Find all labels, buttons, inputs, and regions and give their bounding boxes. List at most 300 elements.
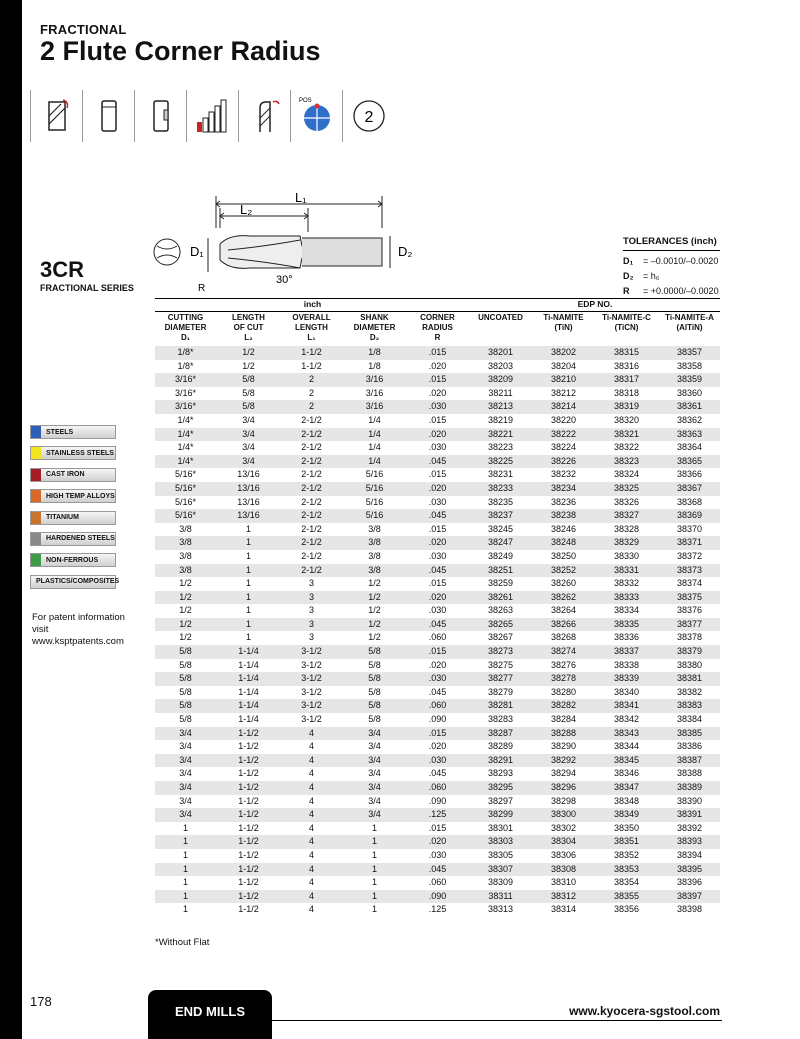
table-cell: 38326 — [613, 496, 640, 507]
material-label: TITANIUM — [46, 514, 79, 522]
feature-icons — [30, 90, 394, 142]
table-cell: 5/8 — [179, 673, 192, 684]
table-cell: 3/16* — [174, 401, 197, 412]
table-cell: 1 — [182, 822, 188, 833]
table-cell: 5/16* — [174, 510, 197, 521]
table-cell: 1-1/2 — [238, 836, 259, 847]
table-cell: 38396 — [676, 877, 703, 888]
table-cell: 38349 — [613, 809, 640, 820]
table-cell: 3 — [308, 591, 314, 602]
table-cell: 38233 — [487, 482, 514, 493]
table-cell: 2 — [308, 374, 314, 385]
table-cell: 38259 — [487, 578, 514, 589]
table-cell: 38298 — [550, 795, 577, 806]
table-cell: 5/16* — [174, 469, 197, 480]
square-end-icon — [82, 90, 134, 142]
column-header: OVERALL LENGTH L₁ — [292, 313, 331, 342]
table-cell: 1-1/4 — [238, 714, 259, 725]
material-legend-item — [30, 468, 116, 482]
table-row — [155, 890, 720, 904]
table-cell: 38236 — [550, 496, 577, 507]
table-cell: 3/8 — [368, 550, 381, 561]
table-cell: 38211 — [488, 387, 513, 398]
table-cell: 38355 — [613, 890, 640, 901]
table-row — [155, 631, 720, 645]
flatted-shank-icon — [134, 90, 186, 142]
table-row — [155, 577, 720, 591]
material-swatch — [31, 447, 41, 459]
table-cell: 38279 — [487, 686, 514, 697]
table-cell: 38378 — [676, 632, 703, 643]
table-cell: 38390 — [676, 795, 703, 806]
table-cell: 3/4 — [368, 754, 381, 765]
table-cell: 2-1/2 — [301, 510, 322, 521]
table-cell: 38359 — [676, 374, 703, 385]
table-cell: 38337 — [613, 646, 640, 657]
table-cell: 13/16 — [237, 496, 260, 507]
table-row — [155, 441, 720, 455]
material-bars-icon — [186, 90, 238, 142]
table-cell: 4 — [308, 836, 314, 847]
table-row — [155, 414, 720, 428]
table-cell: 38294 — [550, 768, 577, 779]
table-cell: 38387 — [676, 754, 703, 765]
tolerance-value: = –0.0010/–0.0020 — [643, 256, 719, 266]
table-cell: 1/2 — [179, 618, 192, 629]
table-cell: 1 — [245, 564, 251, 575]
table-cell: 38308 — [550, 863, 577, 874]
tolerance-line — [623, 284, 720, 299]
table-cell: 3 — [308, 632, 314, 643]
table-row — [155, 400, 720, 414]
table-cell: 3/8 — [368, 564, 381, 575]
table-cell: 38362 — [676, 414, 703, 425]
table-cell: 38316 — [613, 360, 640, 371]
table-cell: 38345 — [613, 754, 640, 765]
table-cell: 1 — [371, 904, 377, 915]
table-cell: 1-1/2 — [238, 754, 259, 765]
table-cell: 3/16* — [174, 374, 197, 385]
table-cell: 38260 — [550, 578, 577, 589]
table-cell: 38370 — [676, 523, 703, 534]
table-row — [155, 863, 720, 877]
table-cell: 1 — [182, 849, 188, 860]
table-cell: 38384 — [676, 714, 703, 725]
table-cell: 38266 — [550, 618, 577, 629]
table-cell: 4 — [308, 849, 314, 860]
table-cell: 1 — [245, 537, 251, 548]
table-cell: 5/16 — [365, 482, 384, 493]
table-cell: 38307 — [487, 863, 514, 874]
table-cell: 38391 — [676, 809, 703, 820]
table-cell: 38330 — [613, 550, 640, 561]
table-cell: 38267 — [487, 632, 514, 643]
table-cell: .045 — [428, 686, 447, 697]
table-cell: 5/16 — [365, 510, 384, 521]
table-cell: .015 — [428, 727, 447, 738]
table-cell: 4 — [308, 904, 314, 915]
table-cell: 1-1/4 — [238, 686, 259, 697]
table-cell: 38296 — [550, 782, 577, 792]
table-cell: 4 — [308, 782, 314, 792]
table-row — [155, 468, 720, 482]
table-cell: .020 — [428, 537, 447, 548]
table-cell: 3/4 — [368, 741, 381, 752]
table-cell: 1 — [371, 890, 377, 901]
table-cell: 5/8 — [242, 374, 255, 385]
label-l2: L₂ — [240, 202, 253, 217]
column-header: Ti-NAMITE-C (TiCN) — [602, 313, 651, 332]
table-cell: 5/8 — [179, 700, 192, 711]
table-cell: 38203 — [487, 360, 514, 371]
table-cell: 38221 — [487, 428, 514, 439]
table-cell: 38343 — [613, 727, 640, 738]
table-cell: 5/16* — [174, 482, 197, 493]
material-legend-item — [30, 511, 116, 525]
table-cell: 1 — [371, 877, 377, 888]
table-cell: 38375 — [676, 591, 703, 602]
table-row — [155, 564, 720, 578]
table-cell: 4 — [308, 822, 314, 833]
table-cell: 1 — [371, 822, 377, 833]
table-cell: .090 — [428, 795, 447, 806]
table-cell: 38291 — [487, 754, 514, 765]
table-cell: 38235 — [487, 496, 514, 507]
section-tab: END MILLS — [148, 990, 272, 1039]
table-row — [155, 822, 720, 836]
material-legend-item — [30, 425, 116, 439]
table-cell: 3/8 — [179, 523, 192, 534]
material-label: STAINLESS STEELS — [46, 449, 114, 457]
table-cell: 38331 — [613, 564, 640, 575]
table-cell: .015 — [428, 646, 447, 657]
material-swatch — [31, 426, 41, 438]
table-cell: 3/4 — [368, 768, 381, 779]
table-cell: 3-1/2 — [301, 700, 322, 711]
table-cell: 2-1/2 — [301, 469, 322, 480]
table-cell: 38371 — [676, 537, 703, 548]
material-legend-item — [30, 532, 116, 546]
table-cell: 2-1/2 — [301, 414, 322, 425]
table-cell: 38209 — [487, 374, 514, 385]
table-cell: 38318 — [613, 387, 640, 398]
table-cell: 38386 — [676, 741, 703, 752]
table-cell: 3/8 — [179, 550, 192, 561]
table-cell: 1-1/2 — [238, 741, 259, 752]
page-title: 2 Flute Corner Radius — [40, 36, 321, 66]
table-cell: 1-1/4 — [238, 673, 259, 684]
flute-count: 2 — [364, 109, 373, 126]
table-cell: 5/8 — [242, 401, 255, 412]
table-row — [155, 373, 720, 387]
table-cell: 38363 — [676, 428, 703, 439]
table-cell: .030 — [428, 550, 447, 561]
material-swatch — [31, 469, 41, 481]
table-cell: 3/4 — [179, 809, 192, 820]
table-row — [155, 591, 720, 605]
table-cell: 13/16 — [237, 510, 260, 521]
label-l1: L₁ — [295, 190, 307, 205]
column-header: LENGTH OF CUT L₂ — [232, 313, 265, 342]
table-cell: 38374 — [676, 578, 703, 589]
table-cell: 38353 — [613, 863, 640, 874]
table-cell: 1/2 — [368, 605, 381, 616]
table-cell: 38376 — [676, 605, 703, 616]
table-cell: 2 — [308, 387, 314, 398]
table-cell: .030 — [428, 673, 447, 684]
table-cell: 3/16* — [174, 387, 197, 398]
table-cell: 38338 — [613, 659, 640, 670]
column-header: SHANK DIAMETER D₂ — [353, 313, 396, 342]
table-cell: 3/4 — [368, 727, 381, 738]
column-header: Ti-NAMITE-A (AlTiN) — [665, 313, 714, 332]
material-label: NON-FERROUS — [46, 556, 99, 564]
table-row — [155, 618, 720, 632]
tolerances-title: TOLERANCES (inch) — [623, 236, 720, 251]
table-cell: 1 — [182, 877, 188, 888]
table-cell: 3/4 — [179, 768, 192, 779]
table-cell: 1 — [245, 550, 251, 561]
table-row — [155, 387, 720, 401]
table-cell: 4 — [308, 890, 314, 901]
table-row — [155, 808, 720, 822]
table-row — [155, 795, 720, 809]
label-angle: 30° — [276, 274, 293, 286]
table-cell: 38224 — [550, 442, 577, 453]
table-cell: 38352 — [613, 849, 640, 860]
table-cell: 38287 — [487, 727, 514, 738]
table-row — [155, 835, 720, 849]
table-cell: 3/4 — [179, 795, 192, 806]
table-cell: 38313 — [487, 904, 514, 915]
series-code: 3CR — [40, 257, 85, 282]
table-cell: 38280 — [550, 686, 577, 697]
table-cell: 38366 — [676, 469, 703, 480]
table-row — [155, 672, 720, 686]
table-cell: 5/8 — [368, 714, 381, 725]
table-cell: 38327 — [613, 510, 640, 521]
table-cell: 38322 — [613, 442, 640, 453]
table-cell: .045 — [428, 863, 447, 874]
series-name: FRACTIONAL SERIES — [40, 283, 134, 293]
table-cell: 2 — [308, 401, 314, 412]
table-row — [155, 509, 720, 523]
table-row — [155, 767, 720, 781]
table-cell: 38231 — [487, 469, 514, 480]
table-row — [155, 699, 720, 713]
table-cell: 38225 — [487, 455, 514, 466]
table-cell: 1-1/2 — [238, 795, 259, 806]
table-cell: 3-1/2 — [301, 659, 322, 670]
table-row — [155, 645, 720, 659]
table-cell: 38238 — [550, 510, 577, 521]
table-cell: .060 — [428, 700, 447, 711]
table-cell: 38383 — [676, 700, 703, 711]
table-cell: 1/2 — [368, 578, 381, 589]
table-cell: 38237 — [487, 510, 514, 521]
table-cell: .060 — [428, 782, 447, 792]
table-cell: 5/8 — [368, 700, 381, 711]
table-cell: 38344 — [613, 741, 640, 752]
table-cell: 38309 — [487, 877, 514, 888]
table-row — [155, 903, 720, 917]
table-cell: 38373 — [676, 564, 703, 575]
table-cell: .015 — [428, 374, 447, 385]
tolerances-box — [623, 236, 720, 299]
patent-note: For patent information visit www.ksptpatents.com — [32, 612, 125, 647]
table-cell: 38261 — [487, 591, 514, 602]
table-cell: 38332 — [613, 578, 640, 589]
table-cell: 38350 — [613, 822, 640, 833]
table-cell: 1 — [371, 863, 377, 874]
table-cell: .020 — [428, 360, 447, 371]
table-cell: .030 — [428, 401, 447, 412]
table-cell: 38361 — [676, 401, 703, 412]
table-row — [155, 496, 720, 510]
table-cell: 1 — [245, 591, 251, 602]
table-cell: 1 — [371, 836, 377, 847]
table-cell: 2-1/2 — [301, 442, 322, 453]
table-cell: 38264 — [550, 605, 577, 616]
corner-radius-icon — [238, 90, 290, 142]
table-cell: 38212 — [550, 387, 577, 398]
table-cell: 38292 — [550, 754, 577, 765]
table-cell: 1/2 — [368, 591, 381, 602]
table-cell: 38395 — [676, 863, 703, 874]
table-cell: .015 — [428, 578, 447, 589]
table-cell: 38393 — [676, 836, 703, 847]
table-cell: .125 — [428, 904, 447, 915]
table-cell: 13/16 — [237, 469, 260, 480]
table-cell: 38262 — [550, 591, 577, 602]
table-cell: 1/4* — [177, 414, 194, 425]
table-cell: 1 — [245, 523, 251, 534]
table-cell: 1-1/2 — [238, 822, 259, 833]
material-legend — [30, 425, 120, 596]
table-cell: 38389 — [676, 782, 703, 792]
table-cell: 38324 — [613, 469, 640, 480]
table-cell: 1/4* — [177, 428, 194, 439]
table-row — [155, 536, 720, 550]
table-cell: 3-1/2 — [301, 646, 322, 657]
table-cell: 38329 — [613, 537, 640, 548]
material-label: STEELS — [46, 428, 74, 436]
table-cell: .020 — [428, 428, 447, 439]
table-cell: .015 — [428, 523, 447, 534]
table-cell: 1 — [371, 849, 377, 860]
table-cell: 1/4 — [368, 442, 381, 453]
table-cell: 1/4* — [177, 442, 194, 453]
table-cell: 38301 — [487, 822, 514, 833]
table-cell: .015 — [428, 347, 447, 357]
table-cell: 5/8 — [368, 646, 381, 657]
material-swatch — [31, 533, 41, 545]
table-cell: 38340 — [613, 686, 640, 697]
table-cell: .020 — [428, 482, 447, 493]
table-cell: 38282 — [550, 700, 577, 711]
table-cell: 3/4 — [368, 782, 381, 792]
table-cell: 1/4 — [368, 428, 381, 439]
table-cell: 38325 — [613, 482, 640, 493]
table-cell: 38312 — [550, 890, 577, 901]
table-cell: 3/4 — [242, 414, 255, 425]
table-cell: .020 — [428, 836, 447, 847]
table-cell: 3/8 — [179, 564, 192, 575]
table-cell: 3/8 — [179, 537, 192, 548]
table-cell: 3/16 — [365, 401, 384, 412]
product-table — [155, 346, 720, 917]
table-cell: 3/4 — [179, 754, 192, 765]
table-cell: 1-1/4 — [238, 700, 259, 711]
table-cell: 38252 — [550, 564, 577, 575]
pos-label: POS — [298, 98, 312, 104]
column-headers — [155, 313, 720, 345]
tolerance-symbol: R — [623, 286, 630, 296]
table-cell: 1 — [245, 632, 251, 643]
table-cell: 38222 — [550, 428, 577, 439]
material-swatch — [31, 490, 41, 502]
table-cell: 1-1/2 — [238, 863, 259, 874]
table-cell: 1 — [245, 618, 251, 629]
table-cell: 5/8 — [179, 686, 192, 697]
table-cell: 3-1/2 — [301, 714, 322, 725]
table-cell: 3/4 — [179, 782, 192, 792]
table-cell: 38251 — [487, 564, 514, 575]
table-cell: 1/8* — [177, 360, 194, 371]
table-row — [155, 740, 720, 754]
table-cell: 38276 — [550, 659, 577, 670]
table-cell: 1 — [182, 890, 188, 901]
table-cell: 38356 — [613, 904, 640, 915]
table-cell: 4 — [308, 863, 314, 874]
table-cell: 38382 — [676, 686, 703, 697]
table-cell: 5/8 — [368, 659, 381, 670]
table-cell: 3/4 — [179, 727, 192, 738]
table-cell: 1/8* — [177, 347, 194, 357]
table-row — [155, 455, 720, 469]
table-cell: 4 — [308, 795, 314, 806]
table-row — [155, 754, 720, 768]
table-cell: 38347 — [613, 782, 640, 792]
table-cell: 38336 — [613, 632, 640, 643]
table-cell: 38342 — [613, 714, 640, 725]
table-cell: 38364 — [676, 442, 703, 453]
table-row — [155, 360, 720, 374]
table-cell: 38360 — [676, 387, 703, 398]
table-cell: .045 — [428, 564, 447, 575]
table-cell: 38348 — [613, 795, 640, 806]
table-cell: 38247 — [487, 537, 514, 548]
table-cell: 38214 — [550, 401, 577, 412]
table-cell: 2-1/2 — [301, 550, 322, 561]
table-cell: 38304 — [550, 836, 577, 847]
table-cell: 1-1/2 — [238, 890, 259, 901]
table-cell: 4 — [308, 877, 314, 888]
table-cell: 38278 — [550, 673, 577, 684]
table-cell: 38232 — [550, 469, 577, 480]
table-cell: 4 — [308, 727, 314, 738]
table-cell: 1-1/2 — [238, 849, 259, 860]
table-cell: 3/8 — [368, 523, 381, 534]
table-cell: 1/2 — [368, 618, 381, 629]
table-cell: .030 — [428, 496, 447, 507]
table-row — [155, 713, 720, 727]
table-cell: 38219 — [487, 414, 514, 425]
table-cell: 1/2 — [179, 578, 192, 589]
material-legend-item — [30, 489, 116, 503]
table-row — [155, 781, 720, 795]
table-cell: 2-1/2 — [301, 496, 322, 507]
